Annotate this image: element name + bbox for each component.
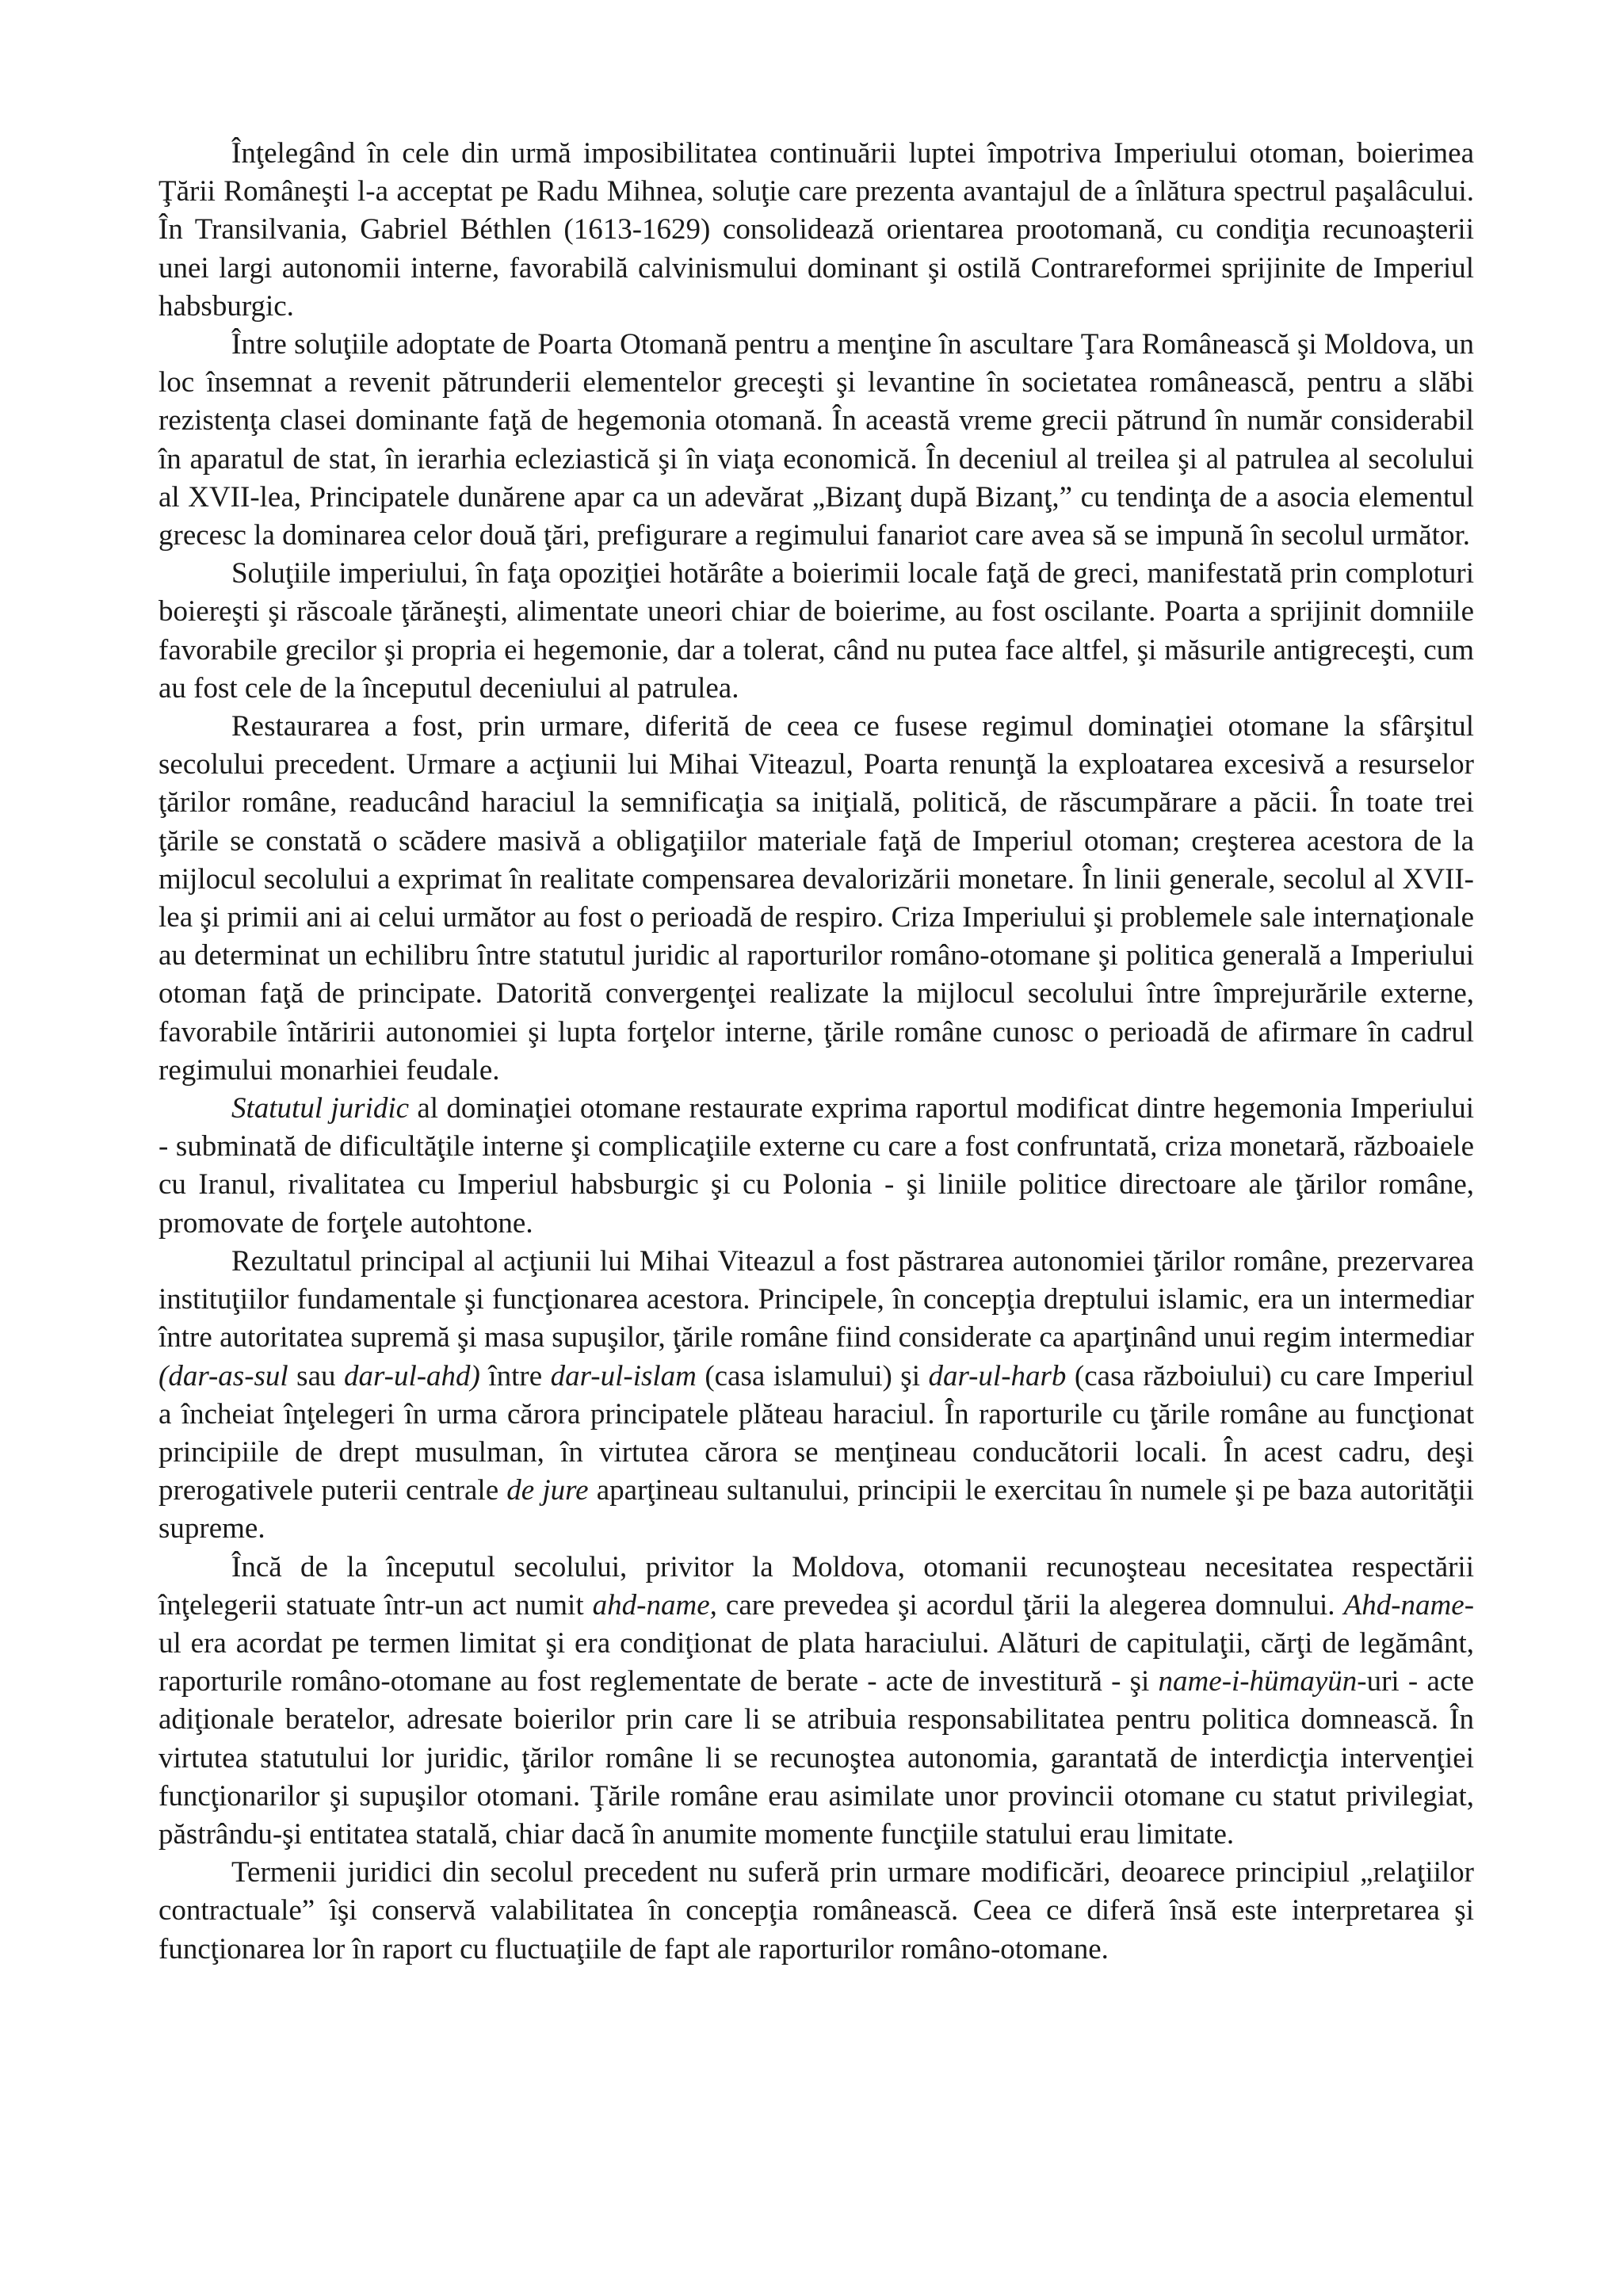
text-run: (casa războiului) cu care Imperiul a încheiat înţelegeri în urma cărora principatele plăteau haraciul. În raporturile cu ţările române au funcţionat principiile de drept musulman, în virtutea cărora se menţineau conducătorii locali. În acest cadru, deşi prerogativele puterii centrale: [158, 1359, 1474, 1507]
italic-term: (dar-as-sul: [158, 1359, 288, 1392]
italic-term: dar-ul-ahd): [343, 1359, 480, 1392]
text-run: Înţelegând în cele din urmă imposibilitatea continuării luptei împotriva Imperiului otoman, boierimea Ţării Româneşti l-a acceptat pe Radu Mihnea, soluţie care prezenta avantajul de a înlătura spectrul paşalâcului. În Transilvania, Gabriel Béthlen (1613-1629) consolidează orientarea prootomană, cu condiţia recunoaşterii unei largi autonomii interne, favorabilă calvinismului dominant şi ostilă Contrareformei sprijinite de Imperiul habsburgic.: [158, 137, 1474, 323]
italic-term: dar-ul-harb: [928, 1359, 1067, 1392]
text-run: Încă de la începutul secolului, privitor la Moldova, otomanii recunoşteau necesitatea respectării înţelegerii statuate într-un act numit: [158, 1550, 1474, 1622]
text-run: Între soluţiile adoptate de Poarta Otomană pentru a menţine în ascultare Ţara Românească şi Moldova, un loc însemnat a revenit pătrunderii elementelor greceşti şi levantine în societatea românească, pentru a slăbi rezistenţa clasei dominante faţă de hegemonia otomană. În această vreme grecii pătrund în număr considerabil în aparatul de stat, în ierarhia ecleziastică şi în viaţa economică. În deceniul al treilea şi al patrulea al secolului al XVII-lea, Principatele dunărene apar ca un adevărat „Bizanţ după Bizanţ,” cu tendinţa de a asocia elementul grecesc la dominarea celor două ţări, prefigurare a regimului fanariot care avea să se impună în secolul următor.: [158, 328, 1474, 552]
paragraph: [158, 135, 1474, 326]
italic-term: dar-ul-islam: [550, 1359, 697, 1392]
text-run: (casa islamului) şi: [696, 1359, 929, 1392]
italic-term: ahd-name,: [592, 1588, 717, 1622]
text-run: sau: [288, 1359, 344, 1392]
italic-term: name-i-hümayün: [1158, 1665, 1358, 1698]
text-run: Rezultatul principal al acţiunii lui Mihai Viteazul a fost păstrarea autonomiei ţărilor române, prezervarea instituţiilor fundamentale şi funcţionarea acestora. Principele, în concepţia dreptului islamic, era un intermediar între autoritatea supremă şi masa supuşilor, ţările române fiind considerate ca aparţinând unui regim intermediar: [158, 1244, 1474, 1354]
paragraph: [158, 1243, 1474, 1549]
paragraph: [158, 708, 1474, 1090]
text-run: Termenii juridici din secolul precedent nu suferă prin urmare modificări, deoarece principiul „relaţiilor contractuale” îşi conservă valabilitatea în concepţia românească. Ceea ce diferă însă este interpretarea şi funcţionarea lor în raport cu fluctuaţiile de fapt ale raporturilor româno-otomane.: [158, 1856, 1474, 1966]
paragraph: [158, 1090, 1474, 1243]
paragraph: [158, 1854, 1474, 1969]
text-run: -uri - acte adiţionale beratelor, adresate boierilor prin care li se atribuia responsabilitatea pentru politica domnească. În virtutea statutului lor juridic, ţărilor române li se recunoştea autonomia, garantată de interdicţia intervenţiei funcţionarilor şi supuşilor otomani. Ţările române erau asimilate unor provincii otomane cu statut privilegiat, păstrându-şi entitatea statală, chiar dacă în anumite momente funcţiile statului erau limitate.: [158, 1665, 1475, 1851]
text-run: -ul era acordat pe termen limitat şi era condiţionat de plata haraciului. Alături de capitulaţii, cărţi de legământ, raporturile româno-otomane au fost reglementate de berate - acte de investitură - şi: [158, 1588, 1475, 1698]
paragraph: [158, 555, 1474, 708]
text-run: Soluţiile imperiului, în faţa opoziţiei hotărâte a boierimii locale faţă de greci, manifestată prin comploturi boiereşti şi răscoale ţărăneşti, alimentate uneori chiar de boierime, au fost oscilante. Poarta a sprijinit domniile favorabile grecilor şi propria ei hegemonie, dar a tolerat, când nu putea face altfel, şi măsurile antigreceşti, cum au fost cele de la începutul deceniului al patrulea.: [158, 557, 1474, 705]
text-run: al dominaţiei otomane restaurate exprima raportul modificat dintre hegemonia Imperiului - subminată de dificultăţile interne şi complicaţiile externe cu care a fost confruntată, criza monetară, războaiele cu Iranul, rivalitatea cu Imperiul habsburgic şi cu Polonia - şi liniile politice directoare ale ţărilor române, promovate de forţele autohtone.: [158, 1092, 1475, 1240]
text-run: care prevedea şi acordul ţării la alegerea domnului.: [716, 1588, 1344, 1622]
text-run: Restaurarea a fost, prin urmare, diferită de ceea ce fusese regimul dominaţiei otomane la sfârşitul secolului precedent. Urmare a acţiunii lui Mihai Viteazul, Poarta renunţă la exploatarea excesivă a resurselor ţărilor române, readucând haraciul la semnificaţia sa iniţială, politică, de răscumpărare a păcii. În toate trei ţările se constată o scădere masivă a obligaţiilor materiale faţă de Imperiul otoman; creşterea acestora de la mijlocul secolului a exprimat în realitate compensarea devalorizării monetare. În linii generale, secolul al XVII-lea şi primii ani ai celui următor au fost o perioadă de respiro. Criza Imperiului şi problemele sale internaţionale au determinat un echilibru între statutul juridic al raporturilor româno-otomane şi politica generală a Imperiului otoman faţă de principate. Datorită convergenţei realizate la mijlocul secolului între împrejurările externe, favorabile întăririi autonomiei şi lupta forţelor interne, ţările române cunosc o perioadă de afirmare în cadrul regimului monarhiei feudale.: [158, 710, 1474, 1087]
paragraph: [158, 1549, 1474, 1855]
italic-term: Statutul juridic: [231, 1092, 410, 1125]
italic-term: de jure: [506, 1474, 589, 1507]
paragraph: [158, 326, 1474, 555]
body-text: [158, 135, 1474, 1969]
text-run: aparţineau sultanului, principii le exercitau în numele şi pe baza autorităţii supreme.: [158, 1474, 1475, 1545]
italic-term: Ahd-name: [1343, 1588, 1465, 1622]
text-run: între: [479, 1359, 551, 1392]
